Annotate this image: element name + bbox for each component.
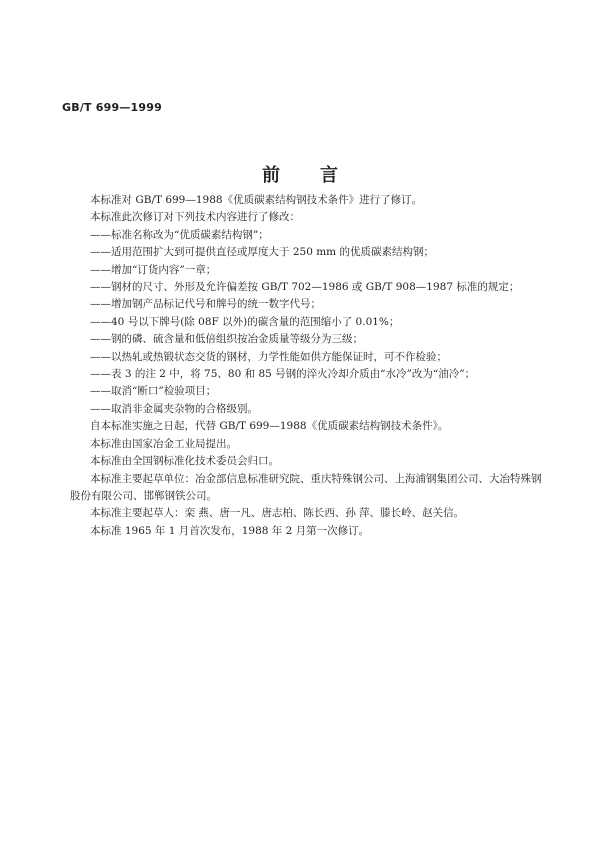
list-item: ——40 号以下牌号(除 08F 以外)的碳含量的范围缩小了 0.01%；: [90, 315, 400, 328]
paragraph: [70, 471, 548, 506]
title-char-2: 言: [320, 165, 338, 186]
paragraph: 本标准 1965 年 1 月首次发布，1988 年 2 月第一次修订。: [90, 524, 370, 537]
paragraph: 自本标准实施之日起，代替 GB/T 699—1988《优质碳素结构钢技术条件》。: [90, 420, 449, 433]
list-item: ——取消非金属夹杂物的合格级别。: [90, 402, 258, 415]
list-item: ——标准名称改为“优质碳素结构钢”；: [90, 228, 269, 241]
title-char-1: 前: [262, 165, 280, 186]
list-item: ——钢的磷、硫含量和低倍组织按冶金质量等级分为三级；: [90, 333, 363, 346]
list-item: ——适用范围扩大到可提供直径或厚度大于 250 mm 的优质碳素结构钢；: [90, 246, 434, 259]
paragraph: 本标准由全国钢标准化技术委员会归口。: [90, 455, 279, 468]
list-item: ——取消“断口”检验项目；: [90, 385, 217, 398]
paragraph: 本标准对 GB/T 699—1988《优质碳素结构钢技术条件》进行了修订。: [90, 194, 423, 206]
list-item: ——表 3 的注 2 中，将 75、80 和 85 号钢的淬火冷却介质由“水冷”改为“油冷”；: [90, 368, 476, 381]
list-item: ——以热轧或热锻状态交货的钢材，力学性能如供方能保证时，可不作检验；: [90, 350, 447, 363]
paragraph-text: 本标准主要起草单位：冶金部信息标准研究院、重庆特殊钢公司、上海浦钢集团公司、大冶特殊钢股份有限公司、邯郸钢铁公司。: [70, 472, 542, 502]
foreword-body: [70, 192, 548, 540]
page-title: [0, 161, 600, 187]
list-item: ——增加钢产品标记代号和牌号的统一数字代号；: [90, 298, 321, 311]
paragraph: 本标准主要起草人：栾 燕、唐一凡、唐志柏、陈长西、孙 萍、滕长岭、赵关信。: [90, 507, 465, 520]
list-item: ——钢材的尺寸、外形及允许偏差按 GB/T 702—1986 或 GB/T 908—1987 标准的规定；: [90, 281, 520, 294]
paragraph: 本标准此次修订对下列技术内容进行了修改：: [90, 211, 300, 224]
list-item: ——增加“订货内容”一章；: [90, 263, 217, 276]
standard-number: GB/T 699—1999: [62, 101, 162, 114]
paragraph: 本标准由国家冶金工业局提出。: [90, 437, 237, 450]
